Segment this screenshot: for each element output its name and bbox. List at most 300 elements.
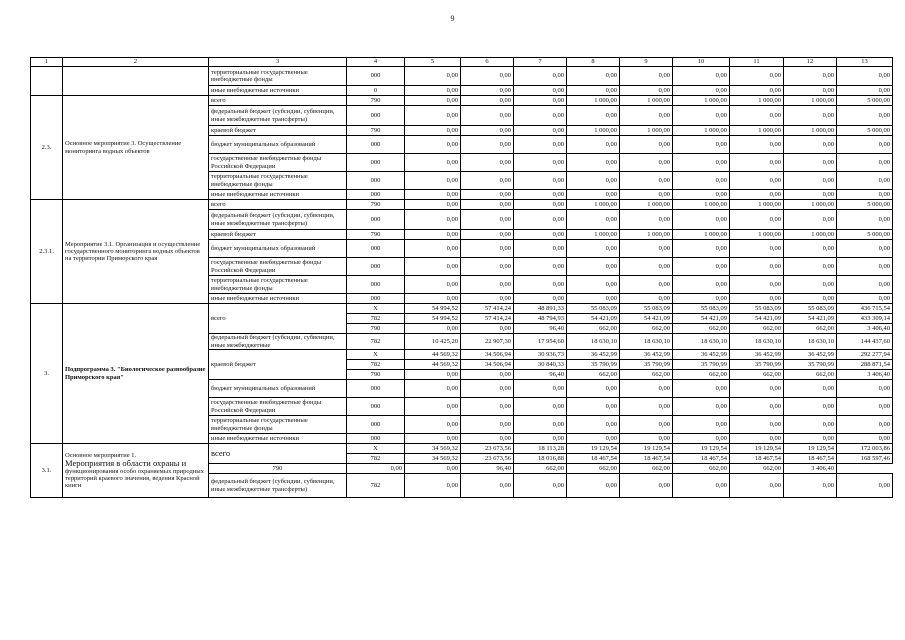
amount-cell: 0,00 <box>567 240 620 258</box>
amount-cell: 0,00 <box>461 294 514 304</box>
amount-cell: 0,00 <box>784 276 837 294</box>
amount-cell: 23 673,56 <box>461 454 514 464</box>
section-title: Подпрограмма 3. "Биологическое разнообразие Приморского края" <box>63 304 209 444</box>
amount-cell: 18 467,54 <box>730 454 784 464</box>
amount-cell: 0,00 <box>784 416 837 434</box>
amount-cell: 0,00 <box>514 276 567 294</box>
funding-source: федеральный бюджет (субсидии, субвенции, иные межбюджетные трансферты) <box>209 106 347 126</box>
amount-cell: 0,00 <box>461 67 514 86</box>
budget-code: 000 <box>347 136 405 154</box>
amount-cell: 0,00 <box>673 434 730 444</box>
budget-code: 782 <box>347 334 405 350</box>
amount-cell: 19 129,54 <box>730 444 784 454</box>
amount-cell: 5 000,00 <box>837 200 893 210</box>
amount-cell: 1 000,00 <box>567 126 620 136</box>
amount-cell: 0,00 <box>730 380 784 398</box>
amount-cell: 1 000,00 <box>567 230 620 240</box>
funding-source: территориальные государственные внебюджетные фонды <box>209 416 347 434</box>
amount-cell: 0,00 <box>461 106 514 126</box>
funding-source: всего <box>209 444 347 464</box>
amount-cell: 0,00 <box>837 434 893 444</box>
amount-cell: 0,00 <box>673 67 730 86</box>
amount-cell: 0,00 <box>784 172 837 190</box>
amount-cell: 0,00 <box>405 474 461 498</box>
budget-code: 790 <box>347 96 405 106</box>
amount-cell: 0,00 <box>784 106 837 126</box>
amount-cell: 0,00 <box>673 416 730 434</box>
amount-cell: 0,00 <box>514 136 567 154</box>
amount-cell: 54 421,09 <box>673 314 730 324</box>
amount-cell: 0,00 <box>620 210 673 230</box>
amount-cell: 0,00 <box>620 398 673 416</box>
budget-code: 790 <box>347 230 405 240</box>
amount-cell: 0,00 <box>514 434 567 444</box>
amount-cell: 0,00 <box>730 276 784 294</box>
amount-cell: 0,00 <box>837 136 893 154</box>
row-id-cell: 2.3.1. <box>31 200 63 304</box>
budget-code: 000 <box>347 380 405 398</box>
amount-cell: 0,00 <box>461 434 514 444</box>
amount-cell: 57 414,24 <box>461 314 514 324</box>
amount-cell: 0,00 <box>730 190 784 200</box>
amount-cell: 0,00 <box>673 172 730 190</box>
budget-code: 000 <box>347 398 405 416</box>
amount-cell: 0,00 <box>837 86 893 96</box>
amount-cell: 0,00 <box>837 154 893 172</box>
row-id-cell <box>31 67 63 96</box>
amount-cell: 0,00 <box>514 86 567 96</box>
amount-cell: 0,00 <box>620 172 673 190</box>
amount-cell: 0,00 <box>514 474 567 498</box>
amount-cell: 0,00 <box>514 96 567 106</box>
amount-cell: 18 467,54 <box>567 454 620 464</box>
amount-cell: 0,00 <box>673 276 730 294</box>
amount-cell: 1 000,00 <box>673 96 730 106</box>
amount-cell: 0,00 <box>784 474 837 498</box>
column-header-1: 1 <box>31 58 63 67</box>
amount-cell: 0,00 <box>620 434 673 444</box>
budget-code: X <box>347 444 405 454</box>
amount-cell: 144 437,60 <box>837 334 893 350</box>
amount-cell: 3 406,40 <box>784 464 837 474</box>
amount-cell: 0,00 <box>837 67 893 86</box>
page-number: 9 <box>450 14 455 23</box>
amount-cell: 0,00 <box>620 276 673 294</box>
amount-cell: 18 630,10 <box>620 334 673 350</box>
amount-cell: 0,00 <box>567 294 620 304</box>
budget-code: 790 <box>347 370 405 380</box>
amount-cell: 0,00 <box>837 416 893 434</box>
funding-source: федеральный бюджет (субсидии, субвенции, иные межбюджетные трансферты) <box>209 474 347 498</box>
amount-cell: 1 000,00 <box>730 200 784 210</box>
amount-cell: 34 506,94 <box>461 350 514 360</box>
amount-cell: 0,00 <box>405 106 461 126</box>
amount-cell: 3 406,40 <box>837 370 893 380</box>
amount-cell: 0,00 <box>673 294 730 304</box>
amount-cell: 0,00 <box>730 86 784 96</box>
amount-cell: 0,00 <box>514 294 567 304</box>
amount-cell: 0,00 <box>567 210 620 230</box>
amount-cell: 0,00 <box>514 240 567 258</box>
amount-cell: 662,00 <box>620 370 673 380</box>
amount-cell: 34 569,32 <box>405 444 461 454</box>
amount-cell: 55 083,09 <box>567 304 620 314</box>
amount-cell: 0,00 <box>405 294 461 304</box>
amount-cell: 55 083,09 <box>673 304 730 314</box>
budget-code: 000 <box>347 276 405 294</box>
amount-cell: 0,00 <box>461 258 514 276</box>
budget-code: 782 <box>347 360 405 370</box>
table-row <box>31 200 893 210</box>
amount-cell: 36 452,99 <box>620 350 673 360</box>
amount-cell: 19 129,54 <box>784 444 837 454</box>
budget-code: X <box>347 304 405 314</box>
amount-cell: 0,00 <box>673 136 730 154</box>
amount-cell: 0,00 <box>405 324 461 334</box>
amount-cell: 0,00 <box>405 96 461 106</box>
funding-source: государственные внебюджетные фонды Российской Федерации <box>209 398 347 416</box>
amount-cell: 0,00 <box>730 172 784 190</box>
amount-cell: 0,00 <box>514 154 567 172</box>
budget-code: 000 <box>347 434 405 444</box>
amount-cell: 0,00 <box>461 96 514 106</box>
amount-cell: 0,00 <box>620 67 673 86</box>
amount-cell: 0,00 <box>567 398 620 416</box>
funding-source: всего <box>209 96 347 106</box>
column-header-3: 3 <box>209 58 347 67</box>
amount-cell: 35 790,99 <box>673 360 730 370</box>
amount-cell: 0,00 <box>514 416 567 434</box>
budget-code: 000 <box>347 210 405 230</box>
amount-cell: 0,00 <box>567 416 620 434</box>
amount-cell: 54 421,09 <box>567 314 620 324</box>
amount-cell: 0,00 <box>784 380 837 398</box>
amount-cell: 1 000,00 <box>567 200 620 210</box>
amount-cell: 0,00 <box>730 294 784 304</box>
amount-cell: 0,00 <box>405 258 461 276</box>
amount-cell: 0,00 <box>567 154 620 172</box>
amount-cell: 0,00 <box>347 464 405 474</box>
amount-cell: 0,00 <box>673 240 730 258</box>
section-title: Мероприятие 3.1. Организация и осуществление государственного мониторинга водных объектов на территории Приморского края <box>63 200 209 304</box>
amount-cell: 0,00 <box>514 230 567 240</box>
amount-cell: 1 000,00 <box>730 230 784 240</box>
column-header-9: 9 <box>620 58 673 67</box>
amount-cell: 55 083,09 <box>730 304 784 314</box>
amount-cell: 0,00 <box>730 136 784 154</box>
amount-cell: 34 506,94 <box>461 360 514 370</box>
amount-cell: 1 000,00 <box>673 126 730 136</box>
amount-cell: 0,00 <box>405 136 461 154</box>
budget-code: 000 <box>347 240 405 258</box>
amount-cell: 44 569,32 <box>405 350 461 360</box>
section-title-line: Основное мероприятие 1. <box>65 451 137 459</box>
column-header-11: 11 <box>730 58 784 67</box>
budget-code: X <box>347 350 405 360</box>
amount-cell: 0,00 <box>673 398 730 416</box>
amount-cell: 19 129,54 <box>620 444 673 454</box>
amount-cell: 57 414,24 <box>461 304 514 314</box>
funding-source: территориальные государственные внебюджетные фонды <box>209 172 347 190</box>
amount-cell: 0,00 <box>461 136 514 154</box>
funding-source: бюджет муниципальных образований <box>209 136 347 154</box>
amount-cell: 0,00 <box>514 190 567 200</box>
amount-cell: 662,00 <box>730 324 784 334</box>
amount-cell: 0,00 <box>514 210 567 230</box>
amount-cell: 1 000,00 <box>567 96 620 106</box>
amount-cell: 0,00 <box>837 294 893 304</box>
amount-cell: 0,00 <box>620 190 673 200</box>
budget-code: 0 <box>347 86 405 96</box>
amount-cell: 0,00 <box>514 106 567 126</box>
amount-cell: 0,00 <box>567 190 620 200</box>
budget-code: 000 <box>347 67 405 86</box>
amount-cell: 35 790,99 <box>567 360 620 370</box>
table-row <box>31 96 893 106</box>
budget-code: 790 <box>347 126 405 136</box>
amount-cell: 0,00 <box>461 416 514 434</box>
amount-cell: 22 907,30 <box>461 334 514 350</box>
header-row <box>31 58 893 67</box>
amount-cell: 0,00 <box>405 126 461 136</box>
amount-cell: 0,00 <box>837 190 893 200</box>
amount-cell: 18 630,10 <box>784 334 837 350</box>
amount-cell: 662,00 <box>730 464 784 474</box>
row-id-cell: 3.1. <box>31 444 63 498</box>
section-title <box>63 444 209 498</box>
amount-cell: 0,00 <box>784 294 837 304</box>
funding-source: территориальные государственные внебюджетные фонды <box>209 276 347 294</box>
amount-cell: 54 994,52 <box>405 304 461 314</box>
amount-cell: 18 467,54 <box>784 454 837 464</box>
amount-cell: 0,00 <box>461 324 514 334</box>
amount-cell: 10 425,20 <box>405 334 461 350</box>
amount-cell: 0,00 <box>405 434 461 444</box>
amount-cell: 0,00 <box>567 106 620 126</box>
amount-cell: 0,00 <box>405 172 461 190</box>
amount-cell: 48 794,93 <box>514 314 567 324</box>
amount-cell: 18 467,54 <box>620 454 673 464</box>
amount-cell: 0,00 <box>514 126 567 136</box>
funding-source: краевой бюджет <box>209 126 347 136</box>
amount-cell: 1 000,00 <box>620 96 673 106</box>
amount-cell: 0,00 <box>784 240 837 258</box>
amount-cell: 0,00 <box>461 276 514 294</box>
amount-cell: 1 000,00 <box>673 230 730 240</box>
amount-cell: 0,00 <box>673 86 730 96</box>
amount-cell: 0,00 <box>784 86 837 96</box>
amount-cell: 18 016,88 <box>514 454 567 464</box>
amount-cell: 55 083,09 <box>620 304 673 314</box>
section-title-line: Мероприятия в области охраны и <box>65 457 187 468</box>
column-header-6: 6 <box>461 58 514 67</box>
amount-cell: 662,00 <box>673 464 730 474</box>
section-title-line: функционирования особо охраняемых природных территорий краевого значения, ведения Красной книги <box>65 468 204 490</box>
amount-cell: 0,00 <box>620 106 673 126</box>
amount-cell: 0,00 <box>461 370 514 380</box>
amount-cell: 0,00 <box>405 380 461 398</box>
amount-cell: 30 840,33 <box>514 360 567 370</box>
amount-cell: 662,00 <box>514 464 567 474</box>
amount-cell: 662,00 <box>673 370 730 380</box>
amount-cell: 1 000,00 <box>784 96 837 106</box>
amount-cell: 0,00 <box>784 210 837 230</box>
amount-cell: 0,00 <box>405 464 461 474</box>
amount-cell: 5 000,00 <box>837 230 893 240</box>
amount-cell: 19 129,54 <box>673 444 730 454</box>
amount-cell: 0,00 <box>405 240 461 258</box>
funding-source: государственные внебюджетные фонды Российской Федерации <box>209 154 347 172</box>
section-cell <box>63 67 209 96</box>
amount-cell: 36 452,99 <box>730 350 784 360</box>
amount-cell: 0,00 <box>730 240 784 258</box>
amount-cell: 0,00 <box>673 258 730 276</box>
funding-source: иные внебюджетные источники <box>209 190 347 200</box>
amount-cell: 5 000,00 <box>837 96 893 106</box>
amount-cell: 662,00 <box>784 370 837 380</box>
budget-code: 790 <box>347 200 405 210</box>
amount-cell: 662,00 <box>730 370 784 380</box>
amount-cell: 5 000,00 <box>837 126 893 136</box>
amount-cell: 0,00 <box>730 154 784 172</box>
amount-cell: 18 630,10 <box>730 334 784 350</box>
amount-cell: 18 630,10 <box>567 334 620 350</box>
amount-cell: 0,00 <box>784 67 837 86</box>
budget-code: 782 <box>347 314 405 324</box>
amount-cell: 0,00 <box>620 86 673 96</box>
amount-cell: 0,00 <box>784 136 837 154</box>
budget-code: 000 <box>347 106 405 126</box>
amount-cell: 96,40 <box>514 324 567 334</box>
table-body <box>31 58 893 498</box>
amount-cell: 662,00 <box>784 324 837 334</box>
budget-code: 000 <box>347 294 405 304</box>
amount-cell: 0,00 <box>730 258 784 276</box>
amount-cell: 0,00 <box>405 86 461 96</box>
amount-cell: 0,00 <box>461 172 514 190</box>
amount-cell: 0,00 <box>514 67 567 86</box>
funding-source: всего <box>209 304 347 334</box>
amount-cell: 292 277,94 <box>837 350 893 360</box>
amount-cell: 0,00 <box>620 154 673 172</box>
amount-cell: 0,00 <box>784 154 837 172</box>
amount-cell: 0,00 <box>514 398 567 416</box>
funding-source: бюджет муниципальных образований <box>209 240 347 258</box>
amount-cell: 18 630,10 <box>673 334 730 350</box>
amount-cell: 0,00 <box>461 154 514 172</box>
funding-source: всего <box>209 200 347 210</box>
amount-cell: 0,00 <box>461 210 514 230</box>
budget-code: 000 <box>347 172 405 190</box>
amount-cell: 0,00 <box>730 474 784 498</box>
amount-cell: 436 715,54 <box>837 304 893 314</box>
amount-cell: 96,40 <box>461 464 514 474</box>
funding-source: иные внебюджетные источники <box>209 434 347 444</box>
amount-cell: 1 000,00 <box>784 200 837 210</box>
budget-code: 000 <box>347 154 405 172</box>
amount-cell: 0,00 <box>837 258 893 276</box>
amount-cell: 0,00 <box>730 210 784 230</box>
amount-cell: 0,00 <box>620 258 673 276</box>
table-row <box>31 444 893 454</box>
amount-cell: 55 083,09 <box>784 304 837 314</box>
budget-code: 790 <box>347 324 405 334</box>
amount-cell: 288 871,54 <box>837 360 893 370</box>
amount-cell: 0,00 <box>405 276 461 294</box>
amount-cell: 0,00 <box>620 416 673 434</box>
amount-cell: 0,00 <box>461 230 514 240</box>
amount-cell: 3 406,40 <box>837 324 893 334</box>
amount-cell: 0,00 <box>837 106 893 126</box>
amount-cell: 0,00 <box>405 210 461 230</box>
amount-cell: 0,00 <box>405 67 461 86</box>
amount-cell: 0,00 <box>514 172 567 190</box>
amount-cell: 0,00 <box>673 380 730 398</box>
column-header-7: 7 <box>514 58 567 67</box>
amount-cell: 0,00 <box>567 474 620 498</box>
amount-cell: 0,00 <box>461 474 514 498</box>
amount-cell: 54 421,09 <box>730 314 784 324</box>
amount-cell: 0,00 <box>837 474 893 498</box>
funding-source: федеральный бюджет (субсидии, субвенции, иные межбюджетные <box>209 334 347 350</box>
amount-cell: 0,00 <box>405 200 461 210</box>
amount-cell: 0,00 <box>405 230 461 240</box>
funding-source: краевой бюджет <box>209 230 347 240</box>
amount-cell: 54 421,09 <box>620 314 673 324</box>
amount-cell: 54 994,52 <box>405 314 461 324</box>
amount-cell: 0,00 <box>405 190 461 200</box>
amount-cell: 662,00 <box>567 324 620 334</box>
amount-cell: 0,00 <box>730 434 784 444</box>
amount-cell: 0,00 <box>567 258 620 276</box>
amount-cell: 96,40 <box>514 370 567 380</box>
amount-cell: 19 129,54 <box>567 444 620 454</box>
amount-cell: 18 467,54 <box>673 454 730 464</box>
column-header-4: 4 <box>347 58 405 67</box>
amount-cell: 662,00 <box>567 464 620 474</box>
column-header-13: 13 <box>837 58 893 67</box>
funding-source: иные внебюджетные источники <box>209 86 347 96</box>
amount-cell: 662,00 <box>620 324 673 334</box>
amount-cell: 0,00 <box>461 200 514 210</box>
column-header-8: 8 <box>567 58 620 67</box>
amount-cell: 0,00 <box>620 136 673 154</box>
amount-cell: 1 000,00 <box>730 96 784 106</box>
amount-cell: 0,00 <box>837 380 893 398</box>
budget-table <box>30 57 893 498</box>
amount-cell: 0,00 <box>514 380 567 398</box>
amount-cell: 44 569,32 <box>405 360 461 370</box>
amount-cell: 0,00 <box>730 398 784 416</box>
amount-cell: 1 000,00 <box>673 200 730 210</box>
budget-code: 782 <box>347 474 405 498</box>
table-row <box>31 67 893 86</box>
amount-cell: 0,00 <box>837 210 893 230</box>
amount-cell: 0,00 <box>567 136 620 154</box>
amount-cell: 36 452,99 <box>673 350 730 360</box>
row-id-cell: 3. <box>31 304 63 444</box>
amount-cell: 34 569,32 <box>405 454 461 464</box>
amount-cell: 0,00 <box>405 154 461 172</box>
amount-cell: 0,00 <box>837 398 893 416</box>
amount-cell: 0,00 <box>673 154 730 172</box>
amount-cell: 172 003,86 <box>837 444 893 454</box>
amount-cell: 0,00 <box>784 258 837 276</box>
column-header-5: 5 <box>405 58 461 67</box>
amount-cell: 0,00 <box>784 190 837 200</box>
amount-cell: 0,00 <box>461 126 514 136</box>
amount-cell: 1 000,00 <box>620 200 673 210</box>
